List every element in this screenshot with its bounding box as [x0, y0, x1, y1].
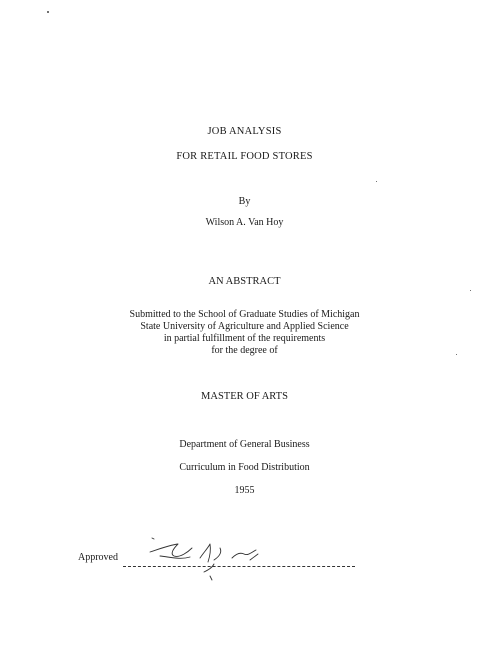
scan-speck	[376, 181, 377, 182]
handwritten-signature-icon	[140, 530, 300, 585]
title-line-2: FOR RETAIL FOOD STORES	[176, 151, 313, 162]
submission-line-3: in partial fulfillment of the requirements	[163, 333, 326, 344]
author-name: Wilson A. Van Hoy	[205, 217, 284, 228]
title-line-1: JOB ANALYSIS	[207, 126, 282, 137]
scan-speck	[47, 11, 49, 13]
curriculum-name: Curriculum in Food Distribution	[179, 462, 310, 473]
submission-line-1: Submitted to the School of Graduate Studies of Michigan	[129, 309, 360, 320]
submission-line-4: for the degree of	[211, 345, 278, 356]
degree-title: MASTER OF ARTS	[201, 391, 288, 402]
scan-speck	[470, 290, 471, 291]
department-name: Department of General Business	[179, 439, 310, 450]
submission-line-2: State University of Agriculture and Applied Science	[140, 321, 349, 332]
year: 1955	[234, 485, 255, 496]
approved-label: Approved	[78, 552, 118, 563]
document-type: AN ABSTRACT	[208, 276, 281, 287]
by-label: By	[238, 196, 251, 207]
